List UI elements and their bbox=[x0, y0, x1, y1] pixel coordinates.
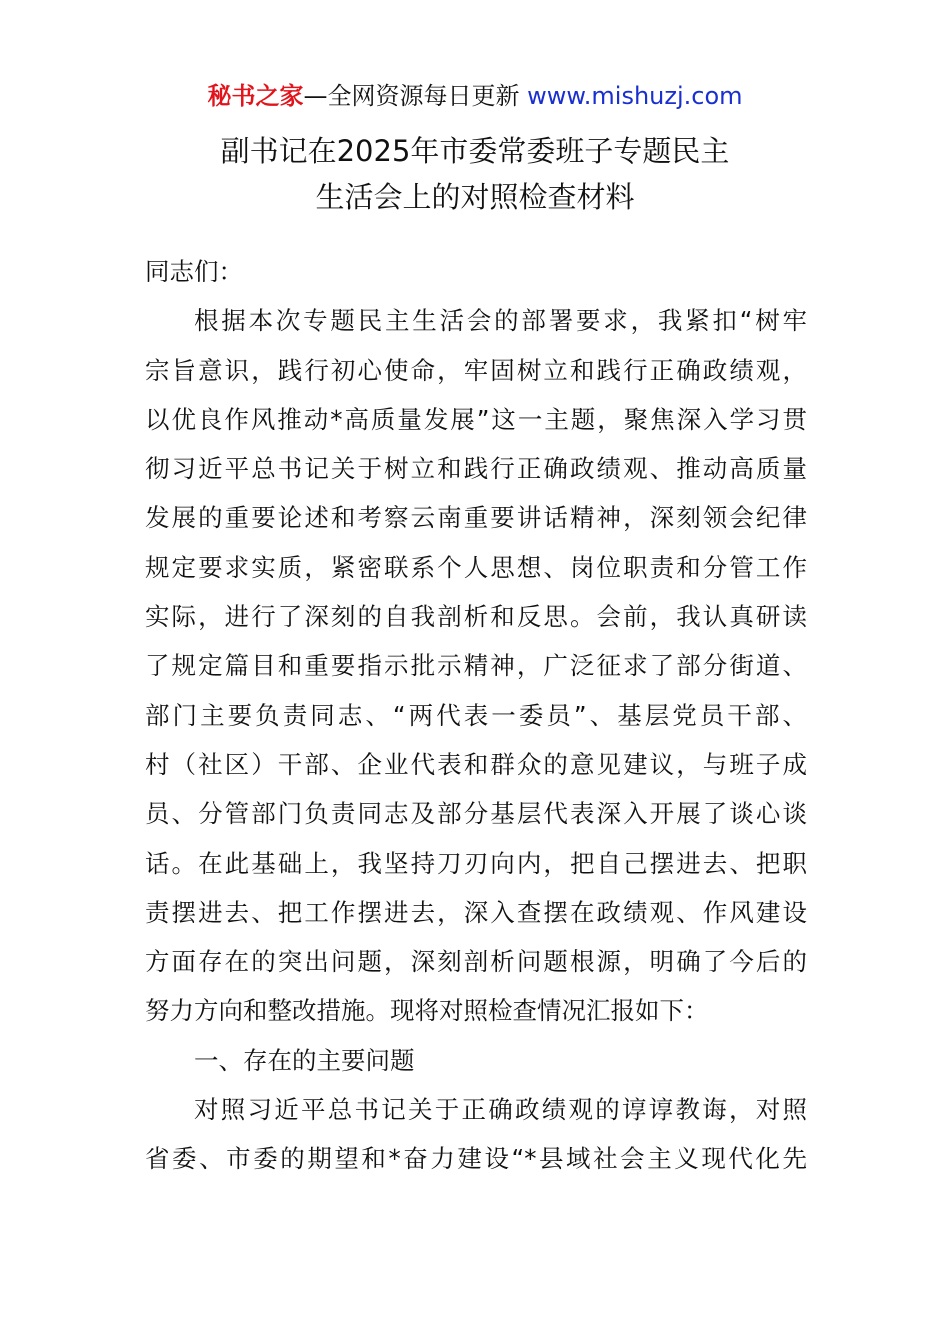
body-line: 宗旨意识，践行初心使命，牢固树立和践行正确政绩观， bbox=[145, 355, 807, 385]
site-url-link[interactable]: www.mishuzj.com bbox=[527, 82, 743, 110]
body-line: 实际，进行了深刻的自我剖析和反思。会前，我认真研读 bbox=[145, 602, 807, 632]
brand-name: 秘书之家 bbox=[207, 82, 304, 110]
body-line: 责摆进去、把工作摆进去，深入查摆在政绩观、作风建设 bbox=[145, 897, 807, 927]
body-line: 彻习近平总书记关于树立和践行正确政绩观、推动高质量 bbox=[145, 454, 807, 484]
title-line-2: 生活会上的对照检查材料 bbox=[315, 180, 635, 214]
section-heading: 一、存在的主要问题 bbox=[194, 1045, 415, 1075]
body-line: 发展的重要论述和考察云南重要讲话精神，深刻领会纪律 bbox=[145, 503, 807, 533]
body-line: 员、分管部门负责同志及部分基层代表深入开展了谈心谈 bbox=[145, 799, 807, 829]
body-line: 了规定篇目和重要指示批示精神，广泛征求了部分街道、 bbox=[145, 651, 807, 681]
body-line: 方面存在的突出问题，深刻剖析问题根源，明确了今后的 bbox=[145, 947, 807, 977]
title-line-1: 副书记在2025年市委常委班子专题民主 bbox=[220, 134, 730, 168]
body-line: 以优良作风推动*高质量发展”这一主题，聚焦深入学习贯 bbox=[145, 404, 807, 434]
document-body bbox=[145, 247, 807, 1184]
body-line: 部门主要负责同志、“两代表一委员”、基层党员干部、 bbox=[145, 700, 807, 730]
body-line: 对照习近平总书记关于正确政绩观的谆谆教诲，对照 bbox=[194, 1095, 807, 1125]
site-header bbox=[0, 80, 950, 112]
body-line: 规定要求实质，紧密联系个人思想、岗位职责和分管工作 bbox=[145, 552, 807, 582]
body-line: 省委、市委的期望和*奋力建设“*县域社会主义现代化先 bbox=[145, 1144, 807, 1174]
body-line: 村（社区）干部、企业代表和群众的意见建议，与班子成 bbox=[145, 749, 807, 779]
body-line: 努力方向和整改措施。现将对照检查情况汇报如下： bbox=[145, 996, 709, 1026]
body-line: 根据本次专题民主生活会的部署要求，我紧扣“树牢 bbox=[194, 306, 807, 336]
body-line: 话。在此基础上，我坚持刀刃向内，把自己摆进去、把职 bbox=[145, 848, 807, 878]
salutation: 同志们： bbox=[145, 257, 243, 286]
document-title bbox=[0, 128, 950, 220]
header-tagline: —全网资源每日更新 bbox=[303, 82, 520, 110]
